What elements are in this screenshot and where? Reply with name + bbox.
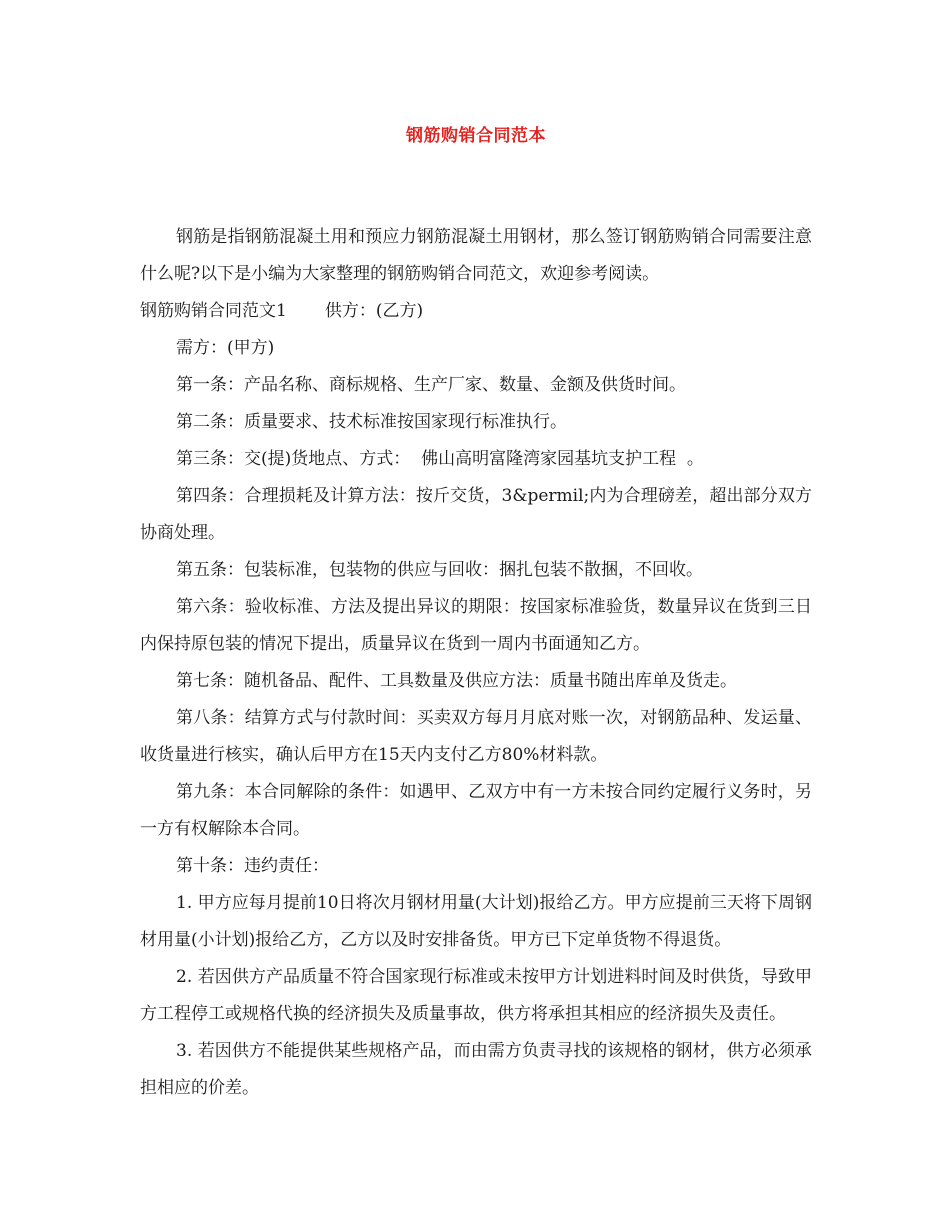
buyer-label: 需方：(甲方): [176, 338, 275, 358]
clause-2: 2. 若因供方产品质量不符合国家现行标准或未按甲方计划进料时间及时供货，导致甲方工程停工或规格代换的经济损失及质量事故，供方将承担其相应的经济损失及责任。: [140, 967, 812, 1024]
document-body: [140, 219, 812, 1107]
clause-3: 3. 若因供方不能提供某些规格产品，而由需方负责寻找的该规格的钢材，供方必须承担相应的价差。: [140, 1041, 812, 1098]
document-title: 钢筋购销合同范本: [406, 126, 546, 146]
clause-1: 1. 甲方应每月提前10日将次月钢材用量(大计划)报给乙方。甲方应提前三天将下周钢材用量(小计划)报给乙方，乙方以及时安排备货。甲方已下定单货物不得退货。: [140, 893, 812, 950]
article-10: 第十条：违约责任：: [176, 856, 329, 876]
article-5: 第五条：包装标准，包装物的供应与回收：捆扎包装不散捆，不回收。: [176, 560, 703, 580]
sample-label: 钢筋购销合同范文1: [140, 301, 287, 321]
article-1: 第一条：产品名称、商标规格、生产厂家、数量、金额及供货时间。: [176, 375, 686, 395]
article-3: 第三条：交(提)货地点、方式： 佛山高明富隆湾家园基坑支护工程 。: [176, 449, 704, 469]
supplier-label: 供方：(乙方): [324, 301, 424, 321]
article-4: 第四条：合理损耗及计算方法：按斤交货，3&permil;内为合理磅差，超出部分双方协商处理。: [140, 486, 812, 543]
article-8: 第八条：结算方式与付款时间：买卖双方每月月底对账一次，对钢筋品种、发运量、收货量进行核实，确认后甲方在15天内支付乙方80%材料款。: [140, 708, 812, 765]
article-9: 第九条：本合同解除的条件：如遇甲、乙双方中有一方未按合同约定履行义务时，另一方有权解除本合同。: [140, 782, 812, 839]
article-2: 第二条：质量要求、技术标准按国家现行标准执行。: [176, 412, 567, 432]
sample-line: [140, 293, 812, 330]
intro-paragraph: 钢筋是指钢筋混凝土用和预应力钢筋混凝土用钢材，那么签订钢筋购销合同需要注意什么呢?以下是小编为大家整理的钢筋购销合同范文，欢迎参考阅读。: [140, 227, 812, 284]
article-7: 第七条：随机备品、配件、工具数量及供应方法：质量书随出库单及货走。: [176, 671, 737, 691]
article-6: 第六条：验收标准、方法及提出异议的期限：按国家标准验货，数量异议在货到三日内保持原包装的情况下提出，质量异议在货到一周内书面通知乙方。: [140, 597, 812, 654]
